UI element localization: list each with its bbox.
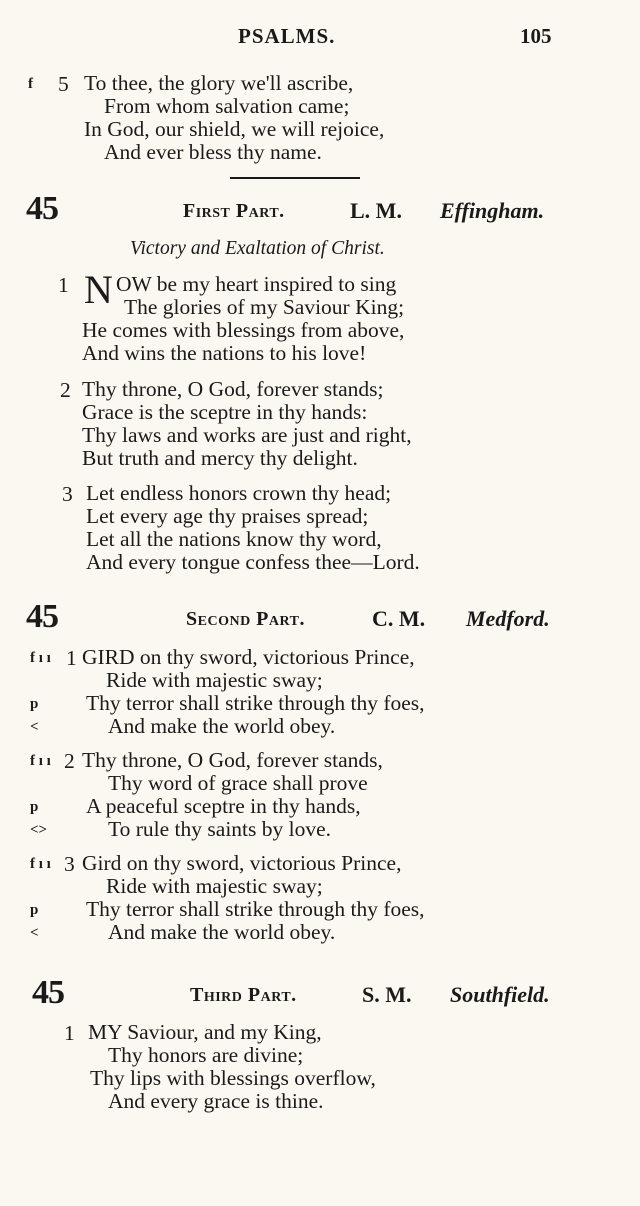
tune-name: Southfield. — [450, 982, 550, 1007]
verse-line: To thee, the glory we'll ascribe, — [84, 71, 354, 95]
stanza-number: 2 — [60, 378, 71, 402]
hymn-number: 45 — [26, 190, 58, 227]
verse-line: Thy honors are divine; — [108, 1043, 304, 1067]
dynamic-mark: p — [30, 902, 39, 918]
verse-line: To rule thy saints by love. — [108, 817, 332, 841]
verse-line: Thy terror shall strike through thy foes, — [86, 691, 425, 715]
dynamic-mark: < — [30, 719, 39, 735]
verse-line: Gird on thy sword, victorious Prince, — [82, 851, 402, 875]
verse-line: Let endless honors crown thy head; — [86, 481, 392, 505]
verse-line: Ride with majestic sway; — [106, 668, 323, 692]
verse-line: Thy laws and works are just and right, — [82, 423, 412, 447]
dynamic-mark: <> — [30, 822, 48, 838]
hymn-subtitle: Victory and Exaltation of Christ. — [130, 238, 385, 259]
verse-line: GIRD on thy sword, victorious Prince, — [82, 645, 415, 669]
verse-line: But truth and mercy thy delight. — [82, 446, 358, 470]
verse-line: Grace is the sceptre in thy hands: — [82, 400, 368, 424]
verse-line: Thy throne, O God, forever stands; — [82, 377, 384, 401]
stanza-number: 1 — [66, 646, 77, 670]
meter: C. M. — [372, 606, 426, 631]
dynamic-mark: f ı ı — [30, 856, 51, 872]
verse-line: The glories of my Saviour King; — [124, 295, 405, 319]
verse-line: And make the world obey. — [108, 714, 336, 738]
verse-line: In God, our shield, we will rejoice, — [84, 117, 385, 141]
part-label: Second Part. — [186, 608, 305, 630]
meter: L. M. — [350, 198, 402, 223]
stanza-number: 3 — [64, 852, 75, 876]
dynamic-mark: f — [28, 76, 33, 92]
verse-line: And make the world obey. — [108, 920, 336, 944]
verse-line: Thy terror shall strike through thy foes, — [86, 897, 425, 921]
part-label: First Part. — [183, 200, 285, 222]
dynamic-mark: p — [30, 799, 39, 815]
stanza-number: 1 — [58, 273, 69, 297]
verse-line: From whom salvation came; — [104, 94, 350, 118]
tune-name: Effingham. — [440, 198, 545, 223]
verse-line: Ride with majestic sway; — [106, 874, 323, 898]
verse-line: Thy lips with blessings overflow, — [90, 1066, 376, 1090]
verse-line: Thy throne, O God, forever stands, — [82, 748, 383, 772]
page-number: 105 — [520, 24, 552, 48]
part-label: Third Part. — [190, 984, 297, 1006]
verse-line: MY Saviour, and my King, — [88, 1020, 322, 1044]
running-title: PSALMS. — [238, 24, 336, 48]
stanza-number: 1 — [64, 1021, 75, 1045]
stanza-number: 2 — [64, 749, 75, 773]
meter: S. M. — [362, 982, 412, 1007]
verse-line: And ever bless thy name. — [104, 140, 322, 164]
dynamic-mark: p — [30, 696, 39, 712]
hymn-number: 45 — [32, 974, 64, 1011]
verse-line: And wins the nations to his love! — [82, 341, 367, 365]
verse-line: He comes with blessings from above, — [82, 318, 405, 342]
verse-line: And every grace is thine. — [108, 1089, 324, 1113]
section-divider — [230, 177, 360, 179]
dynamic-mark: f ı ı — [30, 650, 51, 666]
verse-line: Let all the nations know thy word, — [86, 527, 382, 551]
verse-line: And every tongue confess thee—Lord. — [86, 550, 420, 574]
verse-line: Let every age thy praises spread; — [86, 504, 369, 528]
dynamic-mark: f ı ı — [30, 753, 51, 769]
tune-name: Medford. — [466, 606, 550, 631]
stanza-number: 5 — [58, 72, 69, 96]
drop-cap: N — [84, 267, 113, 312]
verse-line: OW be my heart inspired to sing — [116, 272, 397, 296]
hymn-number: 45 — [26, 598, 58, 635]
dynamic-mark: < — [30, 925, 39, 941]
verse-line: A peaceful sceptre in thy hands, — [86, 794, 361, 818]
verse-line: Thy word of grace shall prove — [108, 771, 368, 795]
stanza-number: 3 — [62, 482, 73, 506]
